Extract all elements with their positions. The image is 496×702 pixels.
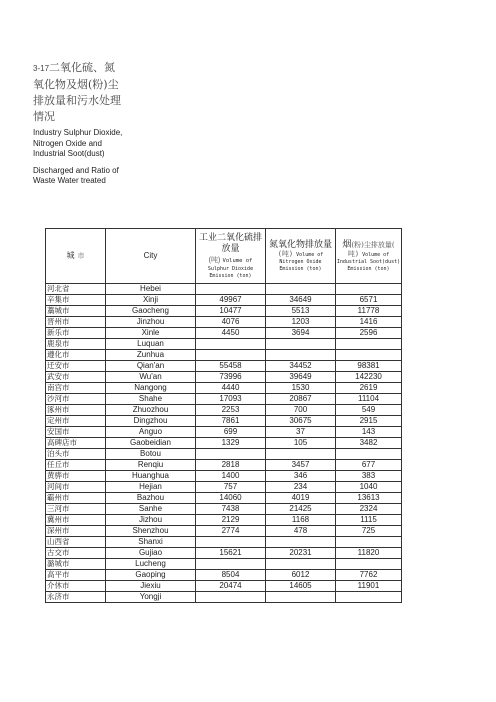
nox-cell: 37 [266, 427, 336, 438]
soot-cell [336, 284, 402, 295]
soot-cell: 549 [336, 405, 402, 416]
so2-cell: 55458 [196, 361, 266, 372]
so2-cell: 699 [196, 427, 266, 438]
table-row [46, 306, 402, 317]
nox-cell [266, 339, 336, 350]
soot-cell: 3482 [336, 438, 402, 449]
table-row [46, 515, 402, 526]
soot-cell [336, 449, 402, 460]
so2-cell [196, 284, 266, 295]
nox-cell [266, 284, 336, 295]
soot-cell: 2596 [336, 328, 402, 339]
city-cn-cell: 南宫市 [46, 383, 106, 394]
so2-cell: 1400 [196, 471, 266, 482]
city-cn-cell: 深州市 [46, 526, 106, 537]
city-cn-cell: 新乐市 [46, 328, 106, 339]
soot-cell: 6571 [336, 295, 402, 306]
nox-cell: 1530 [266, 383, 336, 394]
nox-cell: 20231 [266, 548, 336, 559]
table-row [46, 328, 402, 339]
so2-cell: 2774 [196, 526, 266, 537]
city-cn-cell: 武安市 [46, 372, 106, 383]
soot-cell: 13613 [336, 493, 402, 504]
city-en-cell: Jinzhou [106, 317, 196, 328]
soot-cell: 2619 [336, 383, 402, 394]
so2-cell: 4450 [196, 328, 266, 339]
header-city-cn: 城 市 [46, 229, 106, 284]
table-row [46, 504, 402, 515]
city-en-cell: Dingzhou [106, 416, 196, 427]
city-cn-cell: 河北省 [46, 284, 106, 295]
so2-cell: 17093 [196, 394, 266, 405]
soot-cell: 11778 [336, 306, 402, 317]
nox-cell: 14605 [266, 581, 336, 592]
soot-cell [336, 339, 402, 350]
city-en-cell: Renqiu [106, 460, 196, 471]
soot-cell: 677 [336, 460, 402, 471]
table-row [46, 581, 402, 592]
city-en-cell: Anguo [106, 427, 196, 438]
so2-cell: 1329 [196, 438, 266, 449]
table-header-row [46, 229, 402, 284]
header-city-en: City [106, 229, 196, 284]
nox-cell [266, 537, 336, 548]
city-en-cell: Wu'an [106, 372, 196, 383]
city-en-cell: Shahe [106, 394, 196, 405]
nox-cell [266, 592, 336, 603]
so2-cell: 8504 [196, 570, 266, 581]
city-cn-cell: 永济市 [46, 592, 106, 603]
nox-cell: 1168 [266, 515, 336, 526]
soot-cell: 11901 [336, 581, 402, 592]
soot-cell: 1115 [336, 515, 402, 526]
nox-cell: 105 [266, 438, 336, 449]
city-cn-cell: 晋州市 [46, 317, 106, 328]
so2-cell: 14060 [196, 493, 266, 504]
city-en-cell: Sanhe [106, 504, 196, 515]
city-en-cell: Lucheng [106, 559, 196, 570]
table-row [46, 460, 402, 471]
nox-cell: 20867 [266, 394, 336, 405]
city-en-cell: Nangong [106, 383, 196, 394]
nox-cell: 21425 [266, 504, 336, 515]
soot-cell [336, 350, 402, 361]
city-en-cell: Bazhou [106, 493, 196, 504]
nox-cell: 6012 [266, 570, 336, 581]
city-cn-cell: 藁城市 [46, 306, 106, 317]
table-row [46, 295, 402, 306]
city-en-cell: Xinji [106, 295, 196, 306]
city-cn-cell: 辛集市 [46, 295, 106, 306]
city-cn-cell: 高平市 [46, 570, 106, 581]
city-en-cell: Luquan [106, 339, 196, 350]
city-cn-cell: 三河市 [46, 504, 106, 515]
city-cn-cell: 遵化市 [46, 350, 106, 361]
so2-cell [196, 350, 266, 361]
soot-cell [336, 537, 402, 548]
table-title [33, 60, 123, 187]
table-row [46, 427, 402, 438]
header-nox: 氮氧化物排放量 (吨) Volume of Nitrogen Oxide Emission (ton) [266, 229, 336, 284]
city-cn-cell: 河间市 [46, 482, 106, 493]
emissions-table [45, 228, 402, 603]
header-soot: 烟(粉)尘排放量( 吨) Volume of Industrial Soot(dust) Emission (ton) [336, 229, 402, 284]
so2-cell: 49967 [196, 295, 266, 306]
so2-cell: 4076 [196, 317, 266, 328]
city-en-cell: Huanghua [106, 471, 196, 482]
so2-cell [196, 339, 266, 350]
so2-cell: 4440 [196, 383, 266, 394]
nox-cell: 478 [266, 526, 336, 537]
city-cn-cell: 山西省 [46, 537, 106, 548]
table-row [46, 438, 402, 449]
so2-cell: 2818 [196, 460, 266, 471]
city-cn-cell: 黄骅市 [46, 471, 106, 482]
soot-cell: 2324 [336, 504, 402, 515]
city-cn-cell: 高碑店市 [46, 438, 106, 449]
title-chinese [33, 60, 123, 125]
city-en-cell: Gaobeidian [106, 438, 196, 449]
nox-cell: 1203 [266, 317, 336, 328]
nox-cell: 34649 [266, 295, 336, 306]
city-cn-cell: 泊头市 [46, 449, 106, 460]
nox-cell: 4019 [266, 493, 336, 504]
city-en-cell: Hejian [106, 482, 196, 493]
so2-cell: 15621 [196, 548, 266, 559]
so2-cell: 757 [196, 482, 266, 493]
table-row [46, 570, 402, 581]
title-english-line1: Industry Sulphur Dioxide, Nitrogen Oxide and Industrial Soot(dust) [33, 128, 123, 158]
nox-cell: 5513 [266, 306, 336, 317]
soot-cell: 143 [336, 427, 402, 438]
table-row [46, 383, 402, 394]
so2-cell: 7861 [196, 416, 266, 427]
city-en-cell: Hebei [106, 284, 196, 295]
city-cn-cell: 霸州市 [46, 493, 106, 504]
nox-cell: 3457 [266, 460, 336, 471]
so2-cell: 2129 [196, 515, 266, 526]
city-en-cell: Qian'an [106, 361, 196, 372]
nox-cell: 30675 [266, 416, 336, 427]
city-en-cell: Shenzhou [106, 526, 196, 537]
city-cn-cell: 鹿泉市 [46, 339, 106, 350]
table-row [46, 526, 402, 537]
city-en-cell: Shanxi [106, 537, 196, 548]
soot-cell: 98381 [336, 361, 402, 372]
soot-cell: 1040 [336, 482, 402, 493]
city-cn-cell: 沙河市 [46, 394, 106, 405]
title-cn-text: 二氧化硫、氮氧化物及烟(粉)尘排放量和污水处理情况 [33, 61, 121, 123]
soot-cell: 11104 [336, 394, 402, 405]
soot-cell: 2915 [336, 416, 402, 427]
so2-cell [196, 592, 266, 603]
table-row [46, 482, 402, 493]
table-row [46, 449, 402, 460]
so2-cell: 2253 [196, 405, 266, 416]
nox-cell: 700 [266, 405, 336, 416]
table-row [46, 405, 402, 416]
table-row [46, 361, 402, 372]
nox-cell [266, 350, 336, 361]
table-row [46, 416, 402, 427]
title-english-line2: Discharged and Ratio of Waste Water treated [33, 165, 119, 185]
so2-cell: 73996 [196, 372, 266, 383]
table-row [46, 537, 402, 548]
soot-cell: 142230 [336, 372, 402, 383]
soot-cell [336, 592, 402, 603]
nox-cell: 39649 [266, 372, 336, 383]
city-cn-cell: 潞城市 [46, 559, 106, 570]
city-cn-cell: 安国市 [46, 427, 106, 438]
table-row [46, 548, 402, 559]
city-en-cell: Jiexiu [106, 581, 196, 592]
city-cn-cell: 涿州市 [46, 405, 106, 416]
soot-cell: 1416 [336, 317, 402, 328]
so2-cell: 20474 [196, 581, 266, 592]
so2-cell: 7438 [196, 504, 266, 515]
city-en-cell: Zunhua [106, 350, 196, 361]
city-en-cell: Zhuozhou [106, 405, 196, 416]
table-row [46, 394, 402, 405]
table-row [46, 372, 402, 383]
nox-cell [266, 449, 336, 460]
so2-cell [196, 449, 266, 460]
table-number: 3-17 [33, 64, 50, 73]
city-cn-cell: 介休市 [46, 581, 106, 592]
city-en-cell: Gujiao [106, 548, 196, 559]
table-row [46, 471, 402, 482]
nox-cell: 34452 [266, 361, 336, 372]
soot-cell: 725 [336, 526, 402, 537]
table-row [46, 284, 402, 295]
table-row [46, 350, 402, 361]
city-en-cell: Gaocheng [106, 306, 196, 317]
city-en-cell: Yongji [106, 592, 196, 603]
table-row [46, 317, 402, 328]
table-row [46, 559, 402, 570]
table-row [46, 592, 402, 603]
so2-cell: 10477 [196, 306, 266, 317]
soot-cell: 11820 [336, 548, 402, 559]
soot-cell: 383 [336, 471, 402, 482]
table-row [46, 493, 402, 504]
header-so2: 工业二氧化硫排放量 (吨) Volume of Sulphur Dioxide Emission (ton) [196, 229, 266, 284]
city-en-cell: Xinle [106, 328, 196, 339]
city-en-cell: Botou [106, 449, 196, 460]
so2-cell [196, 559, 266, 570]
so2-cell [196, 537, 266, 548]
city-cn-cell: 古交市 [46, 548, 106, 559]
soot-cell [336, 559, 402, 570]
city-cn-cell: 冀州市 [46, 515, 106, 526]
nox-cell: 346 [266, 471, 336, 482]
nox-cell: 234 [266, 482, 336, 493]
city-cn-cell: 定州市 [46, 416, 106, 427]
nox-cell [266, 559, 336, 570]
table-row [46, 339, 402, 350]
city-en-cell: Gaoping [106, 570, 196, 581]
city-cn-cell: 迁安市 [46, 361, 106, 372]
soot-cell: 7762 [336, 570, 402, 581]
city-cn-cell: 任丘市 [46, 460, 106, 471]
nox-cell: 3694 [266, 328, 336, 339]
city-en-cell: Jizhou [106, 515, 196, 526]
